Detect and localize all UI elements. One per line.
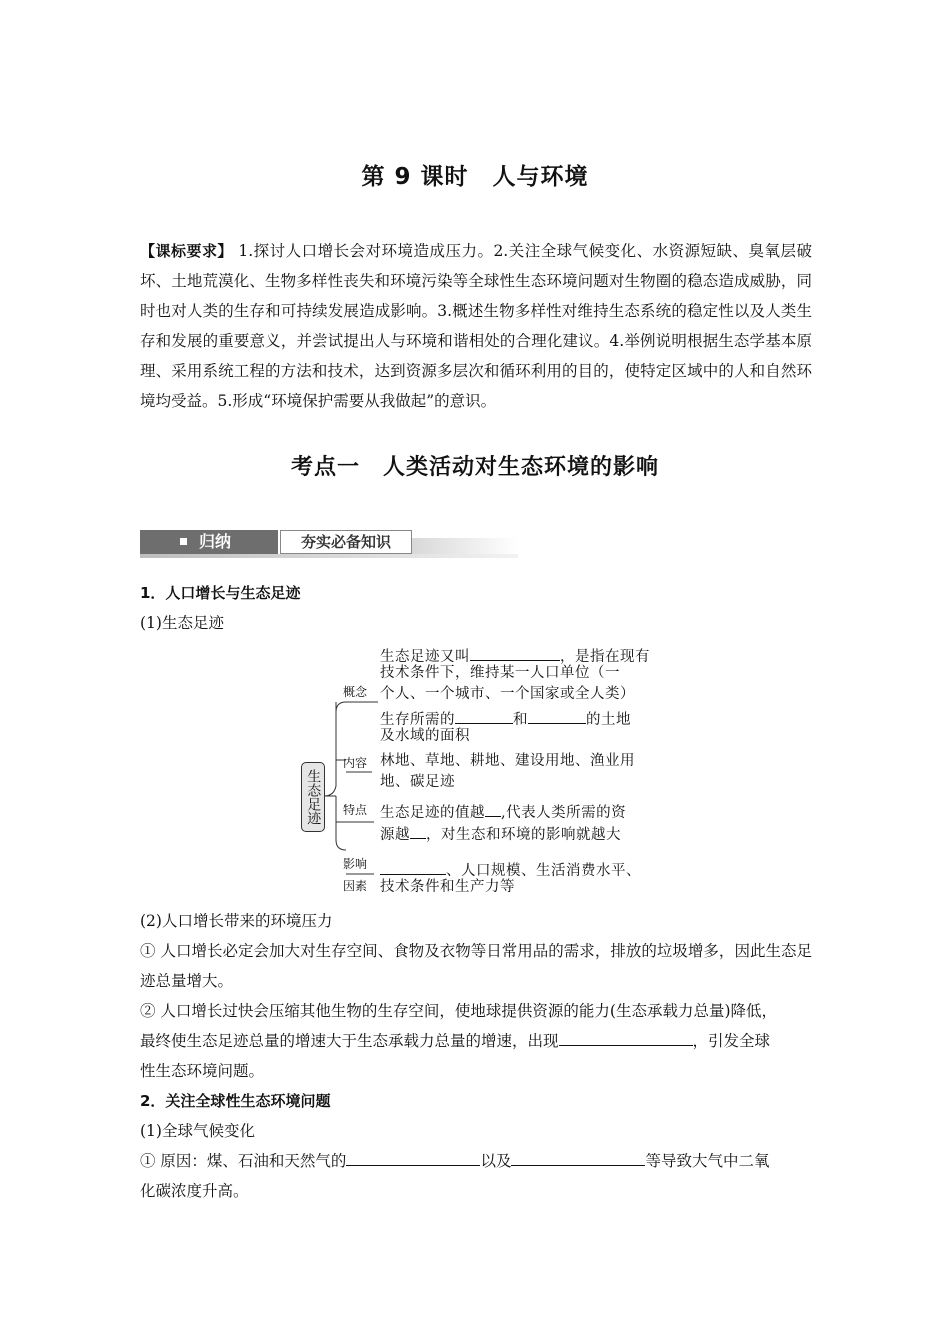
blank-line	[346, 1147, 480, 1166]
item1-p2-line1: ② 人口增长过快会压缩其他生物的生存空间，使地球提供资源的能力(生态承载力总量)降低，	[140, 1002, 778, 1020]
blank-line	[511, 1147, 645, 1166]
item2-p1-text-3: 等导致大气中二氧	[645, 1152, 770, 1170]
blank-line	[559, 1027, 693, 1046]
requirements-text: 1.探讨人口增长会对环境造成压力。2.关注全球气候变化、水资源短缺、臭氧层破坏、土地荒漠化、生物多样性丧失和环境污染等全球性生态环境问题对生物圈的稳态造成威胁，同时也对人类的生存和可持续发展造成影响。3.概述生物多样性对维持生态系统的稳定性以及人类生存和发展的重要意义，并尝试提出人与环境和谐相处的合理化建议。4.举例说明根据生态学基本原理、采用系统工程的方法和技术，达到资源多层次和循环利用的目的，使特定区域中的人和自然环境均受益。5.形成“环境保护需要从我做起”的意识。	[140, 242, 812, 410]
item1-p2-line3: 性生态环境问题。	[140, 1062, 265, 1080]
blank-line	[528, 705, 586, 724]
concept-text-1: 生态足迹又叫	[380, 649, 470, 665]
concept-line-3: 个人、一个城市、一个国家或全人类）	[380, 686, 635, 702]
item2-p1-text-2: 以及	[480, 1152, 512, 1170]
item1-sub2: (2)人口增长带来的环境压力	[140, 912, 333, 930]
section-bar-fade	[412, 538, 518, 554]
blank-line	[485, 798, 501, 817]
square-bullet-icon	[180, 538, 187, 545]
item2-heading: 2．关注全球性生态环境问题	[140, 1092, 331, 1110]
concept-text-2: ，是指在现有	[560, 649, 650, 665]
diagram-label-concept: 概念	[343, 685, 368, 699]
section-bar-shadow	[140, 554, 518, 558]
requirements-paragraph	[140, 236, 812, 416]
concept-line-2: 技术条件下，维持某一人口单位（一	[380, 665, 620, 681]
concept-line-4	[380, 705, 631, 731]
diagram-label-feature: 特点	[343, 803, 368, 817]
requirements-label: 【课标要求】	[140, 242, 233, 260]
section-heading: 考点一 人类活动对生态环境的影响	[290, 455, 659, 480]
feature-text-1: 生态足迹的值越	[380, 805, 485, 821]
diagram-label-factor-bottom: 因素	[343, 879, 368, 893]
diagram-label-content: 内容	[343, 756, 368, 770]
feature-text-2: ,代表人类所需的资	[501, 805, 627, 821]
concept-line-1	[380, 642, 650, 668]
diagram-root-label: 生态足迹	[305, 769, 322, 825]
section-bar-dark-label: 归纳	[199, 532, 232, 551]
content-line-2: 地、碳足迹	[380, 774, 455, 790]
factor-text-1: 、人口规模、生活消费水平、	[446, 863, 641, 879]
diagram-label-factor-top: 影响	[343, 857, 368, 871]
section-bar-light	[280, 530, 412, 554]
item1-p2-text-end: ，引发全球	[692, 1032, 771, 1050]
feature-text-4: ，对生态和环境的影响就越大	[426, 827, 621, 843]
item1-heading: 1．人口增长与生态足迹	[140, 584, 301, 602]
concept-line-5: 及水域的面积	[380, 728, 470, 744]
section-bar-light-label: 夯实必备知识	[300, 533, 391, 551]
blank-line	[455, 705, 513, 724]
item2-sub1: (1)全球气候变化	[140, 1122, 255, 1140]
feature-line-1	[380, 798, 626, 824]
concept-text-5: 和	[513, 712, 528, 728]
page-title: 第 9 课时 人与环境	[361, 164, 589, 190]
blank-line	[410, 820, 426, 839]
blank-line	[380, 856, 446, 875]
item2-p1-line1	[140, 1146, 769, 1176]
feature-text-3: 源越	[380, 827, 410, 843]
item2-p1-text-1: ① 原因：煤、石油和天然气的	[140, 1152, 347, 1170]
section-bar-dark	[140, 530, 278, 554]
item2-p1-line2: 化碳浓度升高。	[140, 1182, 249, 1200]
concept-text-4: 生存所需的	[380, 712, 455, 728]
item1-p1: ① 人口增长必定会加大对生存空间、食物及衣物等日常用品的需求，排放的垃圾增多，因此生态足迹总量增大。	[140, 942, 812, 990]
item1-p2-line2	[140, 1026, 770, 1056]
section-bar	[140, 530, 518, 558]
factor-line-2: 技术条件和生产力等	[380, 879, 515, 895]
item1-sub1: (1)生态足迹	[140, 614, 224, 632]
item1-p2-text: 最终使生态足迹总量的增速大于生态承载力总量的增速，出现	[140, 1032, 559, 1050]
factor-line-1	[380, 856, 641, 882]
diagram-root	[301, 762, 325, 832]
feature-line-2	[380, 820, 621, 846]
content-line-1: 林地、草地、耕地、建设用地、渔业用	[380, 753, 635, 769]
blank-line	[470, 642, 560, 661]
concept-text-6: 的土地	[586, 712, 631, 728]
